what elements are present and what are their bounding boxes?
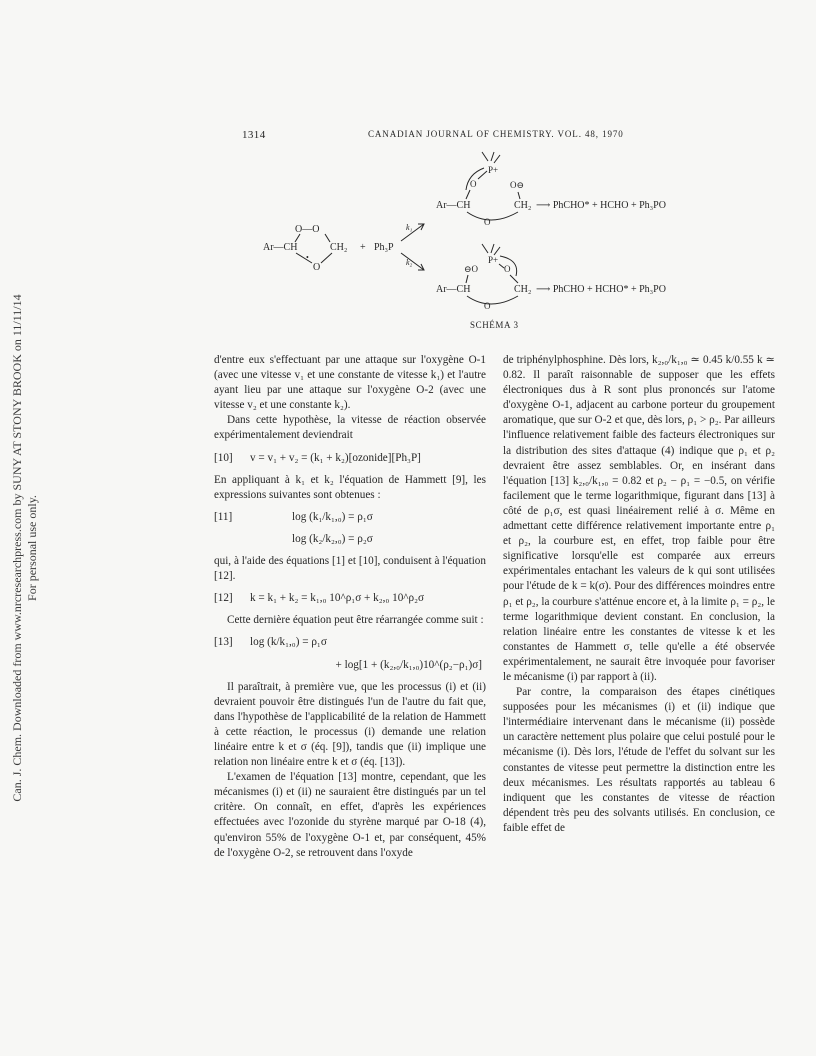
paragraph: Par contre, la comparaison des étapes cinétiques supposées pour les mécanismes (i) et (ii) indique que l'intermédiaire intervenant dans le mécanisme (ii) possède un caractère nettement plus polaire que celui postulé pour le mécanisme (i). Dès lors, l'étude de l'effet du solvant sur les constantes de vitesse peut permettre la distinction entre les deux mécanismes. Les résultats rapportés au tableau 6 indiquent que les constantes de vitesse de réaction dépendent très peu des solvants utilisés. En conclusion, ce faible effet de (503, 686, 775, 834)
equation-13 (214, 635, 486, 650)
equation-10 (214, 451, 486, 466)
ring-oxygen: O (484, 217, 491, 227)
reactant-ether-oxygen: O (313, 262, 321, 273)
equation-number: [10] (214, 451, 233, 464)
equation-text: + log[1 + (k₂,₀/k₁,₀)10^(ρ₂−ρ₁)σ] (335, 658, 482, 671)
left-column (214, 353, 486, 861)
intermediate-bottom (436, 244, 666, 311)
ch2: CH₂ (514, 200, 532, 211)
oxygen-o2-anion: O⊖ (510, 180, 525, 190)
equation-number: [13] (214, 636, 233, 649)
bond (494, 247, 500, 255)
download-watermark (2, 238, 48, 858)
rate-constant-k1: k₁ (406, 223, 413, 232)
equation-number: [11] (214, 510, 233, 523)
bond (491, 244, 494, 253)
bond (325, 234, 330, 242)
bond (494, 155, 500, 163)
equation-text: log (k₂/k₂,₀) = ρ₂σ (292, 532, 373, 545)
reactant-aryl-ch: Ar—CH (263, 242, 298, 253)
paragraph: d'entre eux s'effectuant par une attaque sur l'oxygène O-1 (avec une vitesse v₁ et une constante de vitesse k₁) et l'autre ayant lieu par une attaque sur l'oxygène O-2 (avec une vitesse v₂ et une constante k₂). (214, 354, 486, 412)
intermediate-top (436, 152, 666, 227)
reactant-ozonide (263, 224, 347, 273)
paragraph: Dans cette hypothèse, la vitesse de réaction observée expérimentalement deviendrait (214, 414, 486, 442)
aryl-ch: Ar—CH (436, 284, 471, 295)
arrow-k1 (401, 224, 424, 241)
phosphonium: P+ (488, 165, 499, 175)
equation-text: k = k₁ + k₂ = k₁,₀ 10^ρ₁σ + k₂,₀ 10^ρ₂σ (250, 592, 425, 605)
ch2: CH₂ (514, 284, 532, 295)
equation-11-second-line (214, 532, 486, 547)
equation-text: log (k/k₁,₀) = ρ₁σ (250, 636, 327, 649)
reaction-scheme (238, 146, 738, 346)
label-dot: • (306, 253, 309, 262)
download-notice (10, 294, 40, 801)
right-column (503, 353, 775, 836)
reactant-peroxide-bridge: O—O (295, 224, 320, 235)
arrowhead (418, 264, 424, 270)
aryl-ch: Ar—CH (436, 200, 471, 211)
equation-11 (214, 510, 486, 525)
equation-number: [12] (214, 592, 233, 605)
personal-use-line: For personal use only. (25, 495, 39, 601)
paragraph: qui, à l'aide des équations [1] et [10], conduisent à l'équation [12]. (214, 555, 486, 583)
curved-arrow (467, 212, 518, 220)
bond (482, 244, 488, 253)
paragraph: En appliquant à k₁ et k₂ l'équation de Hammett [9], les expressions suivantes sont obtenues : (214, 473, 486, 501)
curved-arrow (467, 296, 518, 304)
bond (478, 171, 487, 179)
bond (296, 253, 312, 263)
bond (510, 275, 518, 283)
plus-sign: + (360, 242, 366, 253)
arrowhead (418, 224, 424, 230)
paragraph: de triphénylphosphine. Dès lors, k₂,₀/k₁,₀ ≃ 0.45 k/0.55 k ≃ 0.82. Il paraît raisonnable de supposer que les effets électroniques dus à R sont plus prononcés sur l'atome d'oxygène O-1, adjacent au carbone porteur du groupement aromatique, que sur O-2 et que, dès lors, ρ₁ > ρ₂. Par ailleurs l'influence relativement faible des facteurs électroniques sur la distribution des sites d'attaque (4) indique que ρ₁ et ρ₂ devraient être assez semblables. Or, en insérant dans l'équation [13] k₂,₀/k₁,₀ = 0.82 et ρ₂ − ρ₁ = −0.5, on vérifie facilement que le terme logarithmique, figurant dans [13] à côté de ρ₁σ, est quasi linéairement relié à σ. Même en admettant cette différence relativement importante entre ρ₁ et ρ₂, la courbure est, en effet, trop faible pour être significative lorsqu'elle est comparée aux erreurs expérimentales entachant les valeurs de k qui sont utilisées pour l'étude de k = k(σ). Pour des différences moindres entre ρ₁ et ρ₂, la courbure s'atténue encore et, à la limite ρ₁ = ρ₂, le terme logarithmique devient constant. En conclusion, la relation linéaire entre les constantes de vitesse k et les constantes de Hammett σ, telle qu'elle a été observée expérimentalement, ne saurait être invoquée pour favoriser le mécanisme (i) par rapport à (ii). (503, 354, 775, 683)
paragraph: Cette dernière équation peut être réarrangée comme suit : (227, 614, 484, 627)
bond (295, 234, 300, 242)
reactant-ch2: CH₂ (330, 242, 348, 253)
scheme-caption: SCHÉMA 3 (470, 320, 519, 330)
download-source-line: Can. J. Chem. Downloaded from www.nrcresearchpress.com by SUNY AT STONY BROOK on 11/11/14 (10, 294, 24, 802)
products-labeled-formaldehyde: ⟶ PhCHO + HCHO* + Ph₃PO (536, 284, 666, 295)
equation-12 (214, 591, 486, 606)
page-number: 1314 (242, 129, 266, 141)
products-labeled-benzaldehyde: ⟶ PhCHO* + HCHO + Ph₃PO (536, 200, 666, 211)
equation-13-second-line (214, 658, 486, 673)
arrow-k2 (401, 253, 424, 270)
paragraph: L'examen de l'équation [13] montre, cependant, que les mécanismes (i) et (ii) ne sauraient être distingués par un tel critère. On connaît, en effet, d'après les expériences effectuées avec l'ozonide du styrène marqué par O-18 (4), qu'environ 55% de l'oxygène O-1 et, par conséquent, 45% de l'oxygène O-2, se retrouvent dans l'oxyde (214, 771, 486, 859)
bond (466, 190, 470, 199)
bond (482, 152, 488, 161)
oxygen-o1: O (470, 179, 477, 189)
phosphonium: P+ (488, 255, 499, 265)
ring-oxygen: O (484, 301, 491, 311)
reagent-triphenylphosphine: Ph₃P (374, 242, 394, 253)
bond (321, 253, 332, 263)
oxygen-o2: O (504, 264, 511, 274)
equation-text: v = v₁ + v₂ = (k₁ + k₂)[ozonide][Ph₃P] (250, 451, 421, 464)
oxygen-o1-anion: ⊖O (464, 264, 479, 274)
running-head: CANADIAN JOURNAL OF CHEMISTRY. VOL. 48, 1970 (368, 129, 624, 139)
bond (491, 152, 494, 161)
rate-constant-k2: k₂ (406, 258, 413, 267)
paragraph: Il paraîtrait, à première vue, que les processus (i) et (ii) devraient pouvoir être distingués l'un de l'autre du fait que, dans l'hypothèse de l'applicabilité de la relation de Hammett à cette réaction, le processus (i) demande une relation linéaire entre k et σ (éq. [9]), tandis que (ii) implique une relation non linéaire entre k et σ (éq. [13]). (214, 680, 486, 769)
equation-text: log (k₁/k₁,₀) = ρ₁σ (292, 510, 373, 523)
bond (466, 275, 468, 283)
bond (518, 192, 520, 199)
